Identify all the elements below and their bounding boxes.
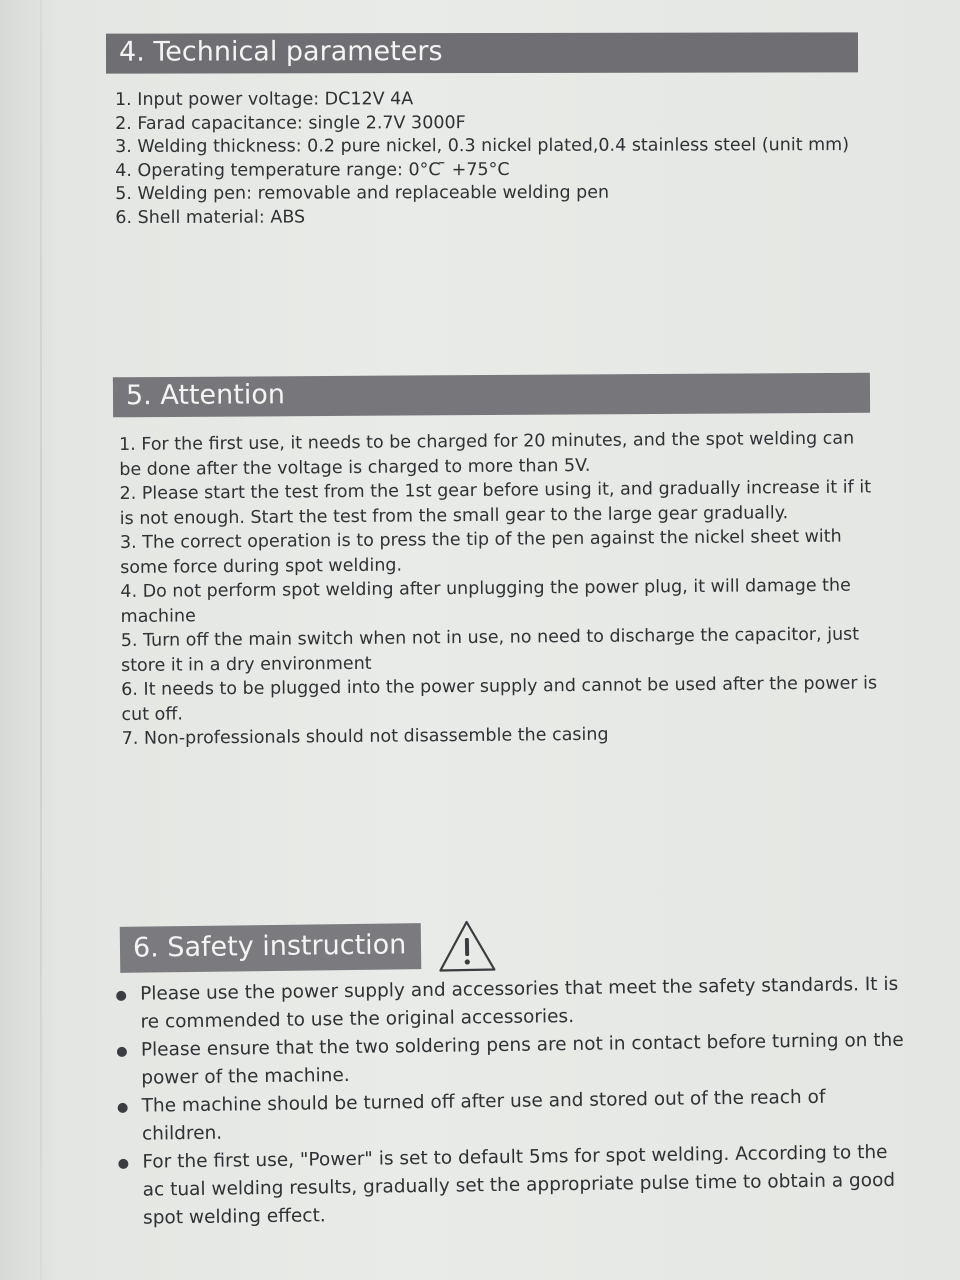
attention-list [119,426,882,751]
safety-instruction-heading [120,923,422,973]
safety-item-text: The machine should be turned off after use and stored out of the reach of children. [141,1086,826,1145]
attention-item: 6. It needs to be plugged into the power supply and cannot be used after the power is cut off. [121,673,878,725]
attention-item: 4. Do not perform spot welding after unplugging the power plug, it will damage the machine [120,575,851,627]
bullet-dot [116,991,126,1001]
bullet-dot [118,1103,128,1113]
technical-parameters-title: 4. Technical parameters [118,36,443,68]
safety-item-text: Please use the power supply and accessories that meet the safety standards. It is re commended to use the original accessories. [140,973,899,1033]
attention-item: 7. Non-professionals should not disassemble the casing [121,724,609,749]
safety-item [115,971,906,1037]
attention-heading [113,373,870,418]
safety-instruction-title: 6. Safety instruction [132,929,407,964]
safety-item [117,1139,908,1233]
tech-item: 2. Farad capacitance: single 2.7V 3000F [115,112,466,134]
technical-parameters-heading [106,32,858,73]
bullet-dot [117,1047,127,1057]
safety-item-text: Please ensure that the two soldering pens are not in contact before turning on the power of the machine. [140,1029,904,1089]
tech-item: 6. Shell material: ABS [115,207,306,228]
attention-item: 2. Please start the test from the 1st gear before using it, and gradually increase it if it is not enough. Start the test from the small gear to the large gear gradually. [119,477,872,529]
attention-item: 1. For the first use, it needs to be charged for 20 minutes, and the spot welding can be done after the voltage is charged to more than 5V. [119,428,855,480]
safety-instruction-list [115,971,908,1233]
tech-item: 3. Welding thickness: 0.2 pure nickel, 0.3 nickel plated,0.4 stainless steel (unit mm) [115,135,850,157]
page-fold [40,0,42,1280]
tech-item: 4. Operating temperature range: 0°C ̄ +75°C [115,159,510,181]
tech-item: 1. Input power voltage: DC12V 4A [115,89,414,110]
attention-title: 5. Attention [125,379,286,412]
safety-item [116,1027,907,1093]
warning-triangle-icon [436,917,499,974]
tech-item: 5. Welding pen: removable and replaceable welding pen [115,182,610,204]
attention-item: 3. The correct operation is to press the tip of the pen against the nickel sheet with some force during spot welding. [119,526,842,578]
safety-item [116,1083,907,1149]
safety-item-text: For the first use, "Power" is set to default 5ms for spot welding. According to the ac tual welding results, gradually set the appropriate pulse time to obtain a good spot welding effect. [142,1141,896,1229]
technical-parameters-list [115,87,875,230]
bullet-dot [118,1159,128,1169]
attention-item: 5. Turn off the main switch when not in use, no need to discharge the capacitor, just store it in a dry environment [120,624,860,676]
